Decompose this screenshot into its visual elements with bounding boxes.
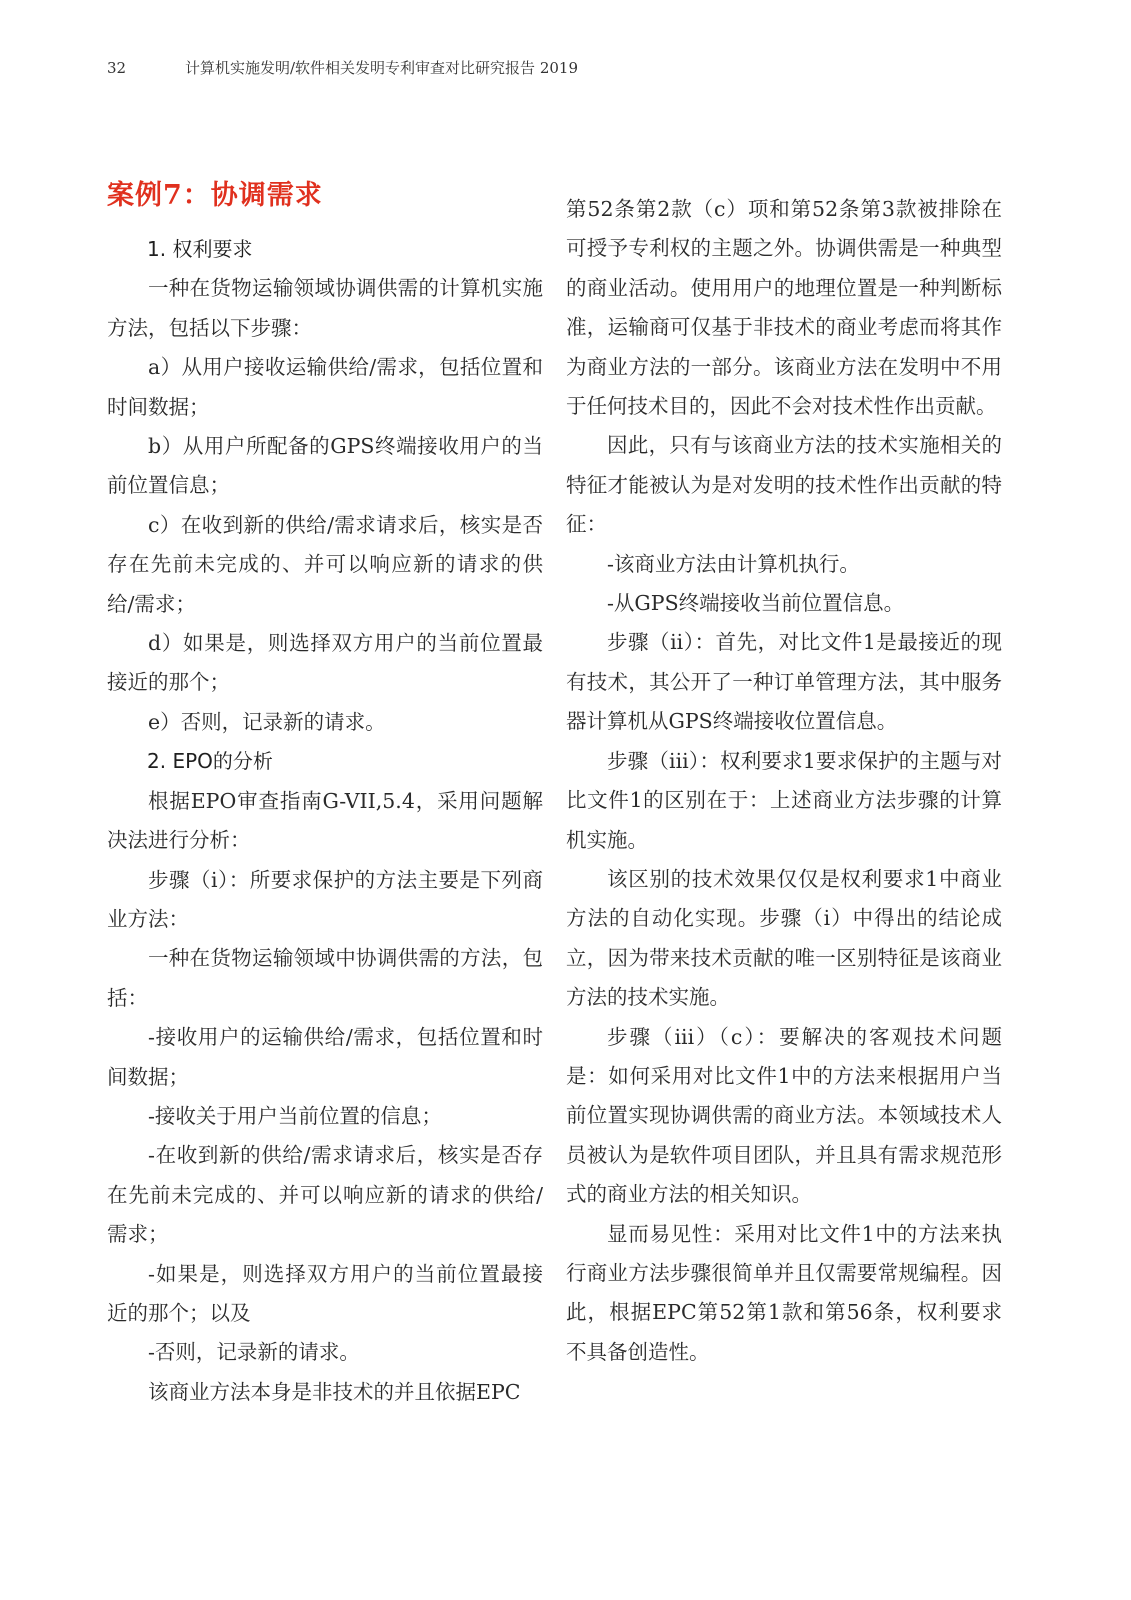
claim-step-c: c）在收到新的供给/需求请求后，核实是否存在先前未完成的、并可以响应新的请求的供给/需求；	[107, 512, 543, 616]
claim-step-a: a）从用户接收运输供给/需求，包括位置和时间数据；	[107, 355, 543, 419]
paragraph: 一种在货物运输领域协调供需的计算机实施方法，包括以下步骤：	[107, 276, 543, 340]
paragraph: 根据EPO审查指南G-VII,5.4，采用问题解决法进行分析：	[107, 788, 543, 853]
paragraph: 该区别的技术效果仅仅是权利要求1中商业方法的自动化实现。步骤（i）中得出的结论成立，因为带来技术贡献的唯一区别特征是该商业方法的技术实施。	[566, 866, 1002, 1010]
right-column	[566, 190, 1002, 1372]
list-item: -如果是，则选择双方用户的当前位置最接近的那个；以及	[107, 1261, 543, 1325]
list-item: -接收用户的运输供给/需求，包括位置和时间数据；	[107, 1025, 543, 1089]
claim-step-e: e）否则，记录新的请求。	[148, 709, 386, 734]
left-column	[107, 230, 543, 1412]
paragraph: 一种在货物运输领域中协调供需的方法，包括：	[107, 946, 543, 1010]
report-title: 计算机实施发明/软件相关发明专利审查对比研究报告 2019	[185, 59, 578, 77]
list-item: -从GPS终端接收当前位置信息。	[607, 591, 905, 616]
paragraph: 显而易见性：采用对比文件1中的方法来执行商业方法步骤很简单并且仅需要常规编程。因此，根据EPC第52第1款和第56条，权利要求不具备创造性。	[566, 1221, 1002, 1364]
list-item: -接收关于用户当前位置的信息；	[148, 1103, 442, 1128]
paragraph: 因此，只有与该商业方法的技术实施相关的特征才能被认为是对发明的技术性作出贡献的特征：	[566, 433, 1002, 537]
paragraph: 该商业方法本身是非技术的并且依据EPC	[148, 1379, 521, 1404]
running-header	[107, 57, 578, 78]
case-title: 案例7：协调需求	[107, 180, 323, 211]
claim-step-b: b）从用户所配备的GPS终端接收用户的当前位置信息；	[107, 434, 543, 498]
paragraph: 步骤（iii）：权利要求1要求保护的主题与对比文件1的区别在于：上述商业方法步骤的计算机实施。	[566, 748, 1002, 852]
paragraph-continued: 第52条第2款（c）项和第52条第3款被排除在可授予专利权的主题之外。协调供需是一种典型的商业活动。使用用户的地理位置是一种判断标准，运输商可仅基于非技术的商业考虑而将其作为商业方法的一部分。该商业方法在发明中不用于任何技术目的，因此不会对技术性作出贡献。	[566, 197, 1002, 419]
claim-step-d: d）如果是，则选择双方用户的当前位置最接近的那个；	[107, 631, 543, 695]
paragraph: 步骤（iii）（c）：要解决的客观技术问题是：如何采用对比文件1中的方法来根据用户当前位置实现协调供需的商业方法。本领域技术人员被认为是软件项目团队，并且具有需求规范形式的商业方法的相关知识。	[566, 1024, 1002, 1207]
list-item: -在收到新的供给/需求请求后，核实是否存在先前未完成的、并可以响应新的请求的供给/需求；	[107, 1143, 543, 1247]
paragraph: 步骤（ii）：首先，对比文件1是最接近的现有技术，其公开了一种订单管理方法，其中服务器计算机从GPS终端接收位置信息。	[566, 630, 1002, 734]
list-item: -否则，记录新的请求。	[148, 1340, 360, 1365]
list-item: -该商业方法由计算机执行。	[607, 551, 860, 576]
paragraph: 步骤（i）：所要求保护的方法主要是下列商业方法：	[107, 867, 543, 931]
page-number: 32	[107, 59, 127, 77]
section-heading-claims: 1. 权利要求	[147, 237, 253, 261]
section-heading-epo-analysis: 2. EPO的分析	[147, 749, 273, 774]
